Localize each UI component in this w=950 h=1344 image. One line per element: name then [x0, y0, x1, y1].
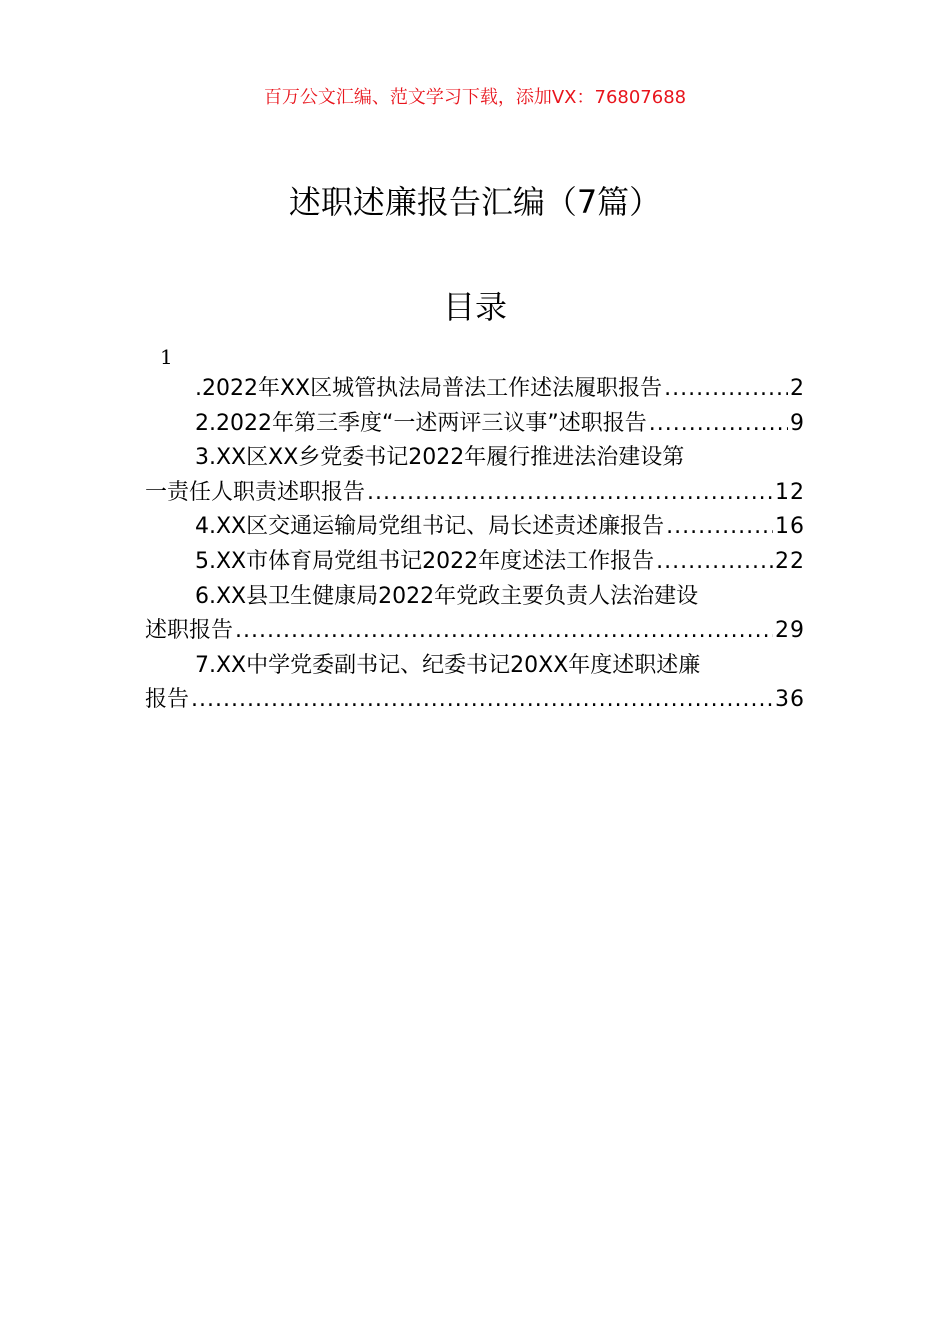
toc-entry[interactable] — [145, 649, 805, 718]
toc-marker: 1 — [160, 345, 173, 369]
toc-entry[interactable] — [145, 372, 805, 407]
toc-leader-dots — [235, 614, 773, 649]
toc-entry-page: 22 — [775, 548, 805, 574]
toc-leader-dots — [649, 407, 788, 442]
toc-entry-title-continued: 一责任人职责述职报告 — [145, 479, 366, 505]
toc-entry-title-continued: 述职报告 — [145, 618, 234, 644]
toc-leader-dots — [656, 545, 773, 580]
toc-leader-dots — [367, 476, 773, 511]
toc-entry-page: 2 — [790, 376, 805, 401]
toc-entry-title: 4.XX区交通运输局党组书记、局长述责述廉报告 — [195, 514, 665, 540]
toc-entry-title-continued: 报告 — [145, 687, 190, 713]
toc-entry[interactable] — [145, 510, 805, 545]
toc-entry-title: 3.XX区XX乡党委书记2022年履行推进法治建设第 — [195, 445, 685, 471]
toc-entry[interactable] — [145, 441, 805, 510]
toc-entry-page: 12 — [775, 479, 805, 505]
toc-entry[interactable] — [145, 580, 805, 649]
toc-entry-page: 36 — [775, 687, 805, 713]
toc-entry-title: 2.2022年第三季度“一述两评三议事”述职报告 — [195, 410, 647, 436]
toc-entry-page: 16 — [775, 514, 805, 540]
toc-entry-page: 9 — [790, 410, 805, 436]
promo-banner: 百万公文汇编、范文学习下载，添加VX：76807688 — [263, 87, 687, 108]
toc-entry-title: 5.XX市体育局党组书记2022年度述法工作报告 — [195, 548, 655, 574]
toc-entry-page: 29 — [775, 618, 805, 644]
toc-entry-title: 6.XX县卫生健康局2022年党政主要负责人法治建设 — [195, 583, 699, 609]
document-title: 述职述廉报告汇编（7篇） — [288, 183, 662, 221]
toc-heading: 目录 — [442, 288, 507, 326]
toc-leader-dots — [191, 683, 773, 718]
toc-entry[interactable] — [145, 545, 805, 580]
toc-entry-title: 7.XX中学党委副书记、纪委书记20XX年度述职述廉 — [195, 652, 701, 678]
toc-entry[interactable] — [145, 407, 805, 442]
toc-entry-title: .2022年XX区城管执法局普法工作述法履职报告 — [195, 376, 663, 401]
toc-leader-dots — [664, 372, 788, 407]
toc-leader-dots — [666, 510, 773, 545]
table-of-contents — [145, 372, 805, 718]
